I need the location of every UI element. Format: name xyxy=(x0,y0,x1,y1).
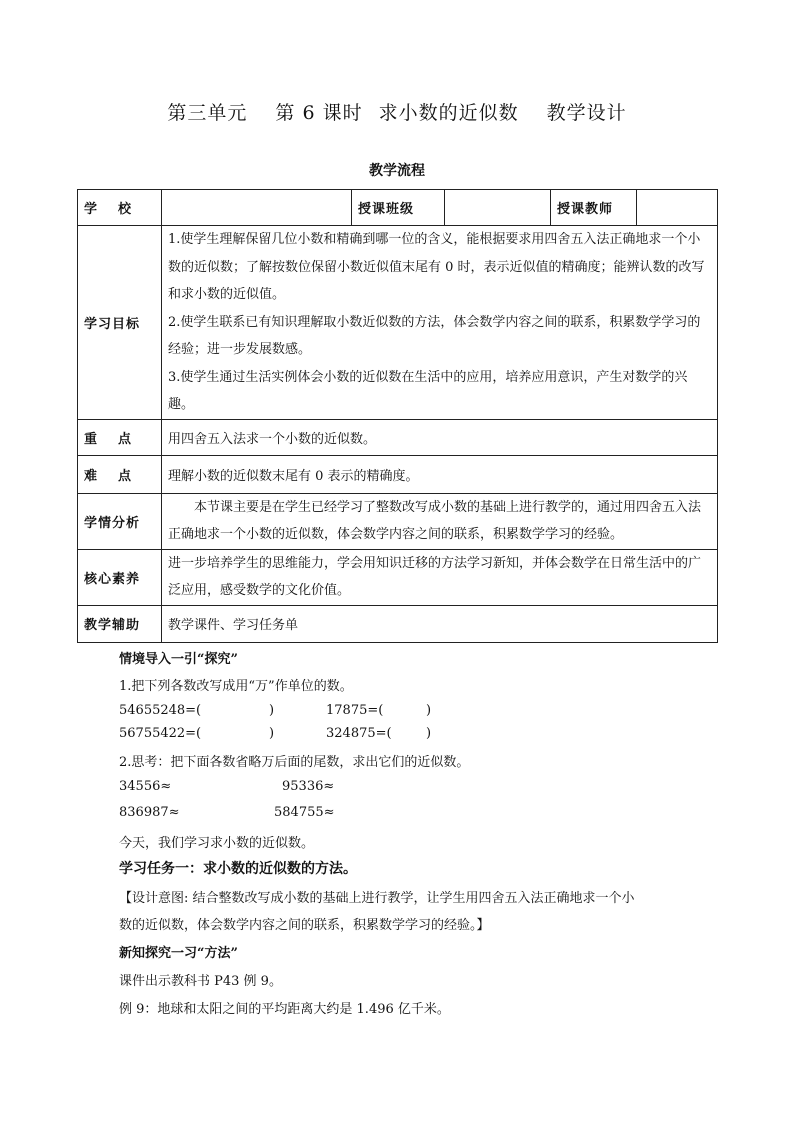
literacy-label: 核心素养 xyxy=(78,549,162,605)
exercise-1b: ) xyxy=(269,703,275,718)
aids-label: 教学辅助 xyxy=(78,605,162,642)
new-knowledge-heading: 新知探究一习“方法” xyxy=(119,946,238,961)
approx-3: 836987≈ xyxy=(119,805,180,820)
exercise-1d: ) xyxy=(426,703,432,718)
school-row xyxy=(78,190,718,226)
table-caption: 教学流程 xyxy=(369,163,425,179)
exercise-2c: 324875=( xyxy=(326,726,392,741)
example-text: 例 9：地球和太阳之间的平均距离大约是 1.496 亿千米。 xyxy=(119,1002,450,1017)
goal-item: 3.使学生通过生活实例体会小数的近似数在生活中的应用，培养应用意识，产生对数学的兴趣。 xyxy=(168,369,688,412)
exercise-2d: ) xyxy=(426,726,432,741)
goals-value xyxy=(162,226,718,420)
exercise-2b: ) xyxy=(269,726,275,741)
exercise-1c: 17875=( xyxy=(326,703,384,718)
title-topic: 求小数的近似数 xyxy=(378,102,519,124)
difficulty-value: 理解小数的近似数末尾有 0 表示的精确度。 xyxy=(162,455,718,493)
literacy-row xyxy=(78,549,718,605)
task-1-heading: 学习任务一：求小数的近似数的方法。 xyxy=(119,861,357,877)
exercise-1a: 54655248=( xyxy=(119,703,202,718)
exercise-row-1 xyxy=(119,703,431,718)
approx-1: 34556≈ xyxy=(119,779,172,794)
key-point-row xyxy=(78,419,718,455)
exercise-row-2 xyxy=(119,726,431,741)
analysis-value: 本节课主要是在学生已经学习了整数改写成小数的基础上进行教学的，通过用四舍五入法正确地求一个小数的近似数，体会数学内容之间的联系，积累数学学习的经验。 xyxy=(162,493,718,549)
question-2: 2.思考：把下面各数省略万后面的尾数，求出它们的近似数。 xyxy=(119,755,470,770)
teacher-label: 授课教师 xyxy=(551,190,637,226)
analysis-row xyxy=(78,493,718,549)
school-label: 学 校 xyxy=(78,190,162,226)
title-lesson: 第 6 课时 xyxy=(275,102,363,124)
design-intent-line-1: 【设计意图: 结合整数改写成小数的基础上进行教学，让学生用四舍五入法正确地求一个小 xyxy=(119,891,635,906)
difficulty-label: 难 点 xyxy=(78,455,162,493)
analysis-label: 学情分析 xyxy=(78,493,162,549)
school-value xyxy=(162,190,352,226)
goals-row xyxy=(78,226,718,420)
aids-row xyxy=(78,605,718,642)
class-value xyxy=(445,190,551,226)
aids-value: 教学课件、学习任务单 xyxy=(162,605,718,642)
goal-item: 1.使学生理解保留几位小数和精确到哪一位的含义，能根据要求用四舍五入法正确地求一个小数的近似数；了解按数位保留小数近似值末尾有 0 时，表示近似值的精确度；能辨认数的改写和求小数的近似值。 xyxy=(168,232,705,302)
approx-4: 584755≈ xyxy=(274,805,335,820)
key-point-value: 用四舍五入法求一个小数的近似数。 xyxy=(162,419,718,455)
key-point-label: 重 点 xyxy=(78,419,162,455)
design-intent-line-2: 数的近似数，体会数学内容之间的联系，积累数学学习的经验。】 xyxy=(119,918,490,933)
literacy-value: 进一步培养学生的思维能力，学会用知识迁移的方法学习新知，并体会数学在日常生活中的广泛应用，感受数学的文化价值。 xyxy=(162,549,718,605)
title-kind: 教学设计 xyxy=(546,102,627,124)
exercise-2a: 56755422=( xyxy=(119,726,202,741)
approx-row-2 xyxy=(119,805,335,820)
difficulty-row xyxy=(78,455,718,493)
lesson-info-table xyxy=(77,189,718,643)
goal-item: 2.使学生联系已有知识理解取小数近似数的方法，体会数学内容之间的联系，积累数学学习的经验；进一步发展数感。 xyxy=(168,314,701,357)
teacher-value xyxy=(637,190,718,226)
document-title xyxy=(0,98,794,125)
approx-2: 95336≈ xyxy=(282,779,335,794)
title-unit: 第三单元 xyxy=(167,102,248,124)
approx-row-1 xyxy=(119,779,334,794)
class-label: 授课班级 xyxy=(352,190,445,226)
intro-heading: 情境导入一引“探究” xyxy=(119,652,238,667)
today-text: 今天，我们学习求小数的近似数。 xyxy=(119,836,315,851)
question-1: 1.把下列各数改写成用“万”作单位的数。 xyxy=(119,679,353,694)
goals-label: 学习目标 xyxy=(78,226,162,420)
courseware-text: 课件出示教科书 P43 例 9。 xyxy=(119,974,282,989)
